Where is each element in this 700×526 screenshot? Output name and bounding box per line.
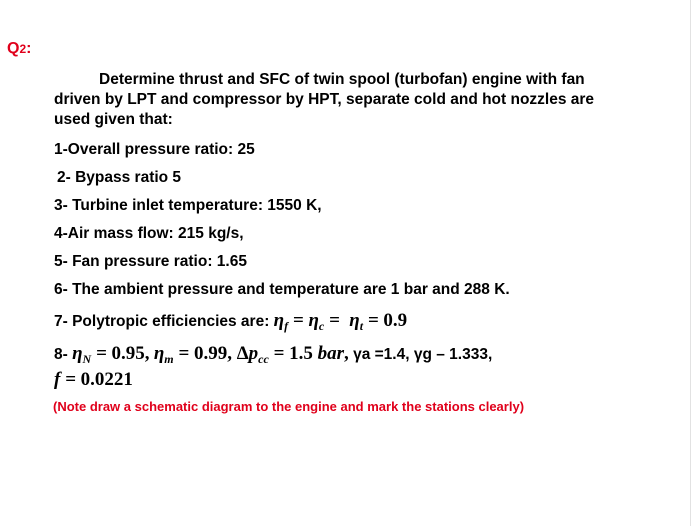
- question-label: Q2:: [7, 40, 32, 57]
- page-edge-line: [690, 0, 691, 526]
- intro-line-3: used given that:: [54, 111, 173, 128]
- intro-line-1: Determine thrust and SFC of twin spool (turbofan) engine with fan: [99, 71, 585, 88]
- intro-line-2: driven by LPT and compressor by HPT, separate cold and hot nozzles are: [54, 91, 595, 108]
- item-7-value: 0.9: [383, 310, 408, 331]
- item-7-text: 7- Polytropic efficiencies are:: [54, 313, 274, 330]
- item-8-fuel-ratio: f = 0.0221: [54, 369, 133, 390]
- item-8: 8- $\eta_N = 0.95$, $\eta_m = 0.99$, $\Delta p_{cc} = 1.5$ bar, γa =1.4, γg – 1.333,: [54, 343, 493, 366]
- item-8-prefix: 8-: [54, 346, 73, 363]
- item-2: 2- Bypass ratio 5: [57, 169, 182, 186]
- item-8-math: $\eta_N$ =: [72, 343, 112, 366]
- note-text: (Note draw a schematic diagram to the engine and mark the stations clearly): [53, 399, 525, 414]
- item-8-gamma: γa =1.4, γg – 1.333,: [348, 346, 493, 363]
- item-4: 4-Air mass flow: 215 kg/s,: [54, 225, 244, 242]
- item-5: 5- Fan pressure ratio: 1.65: [54, 253, 247, 270]
- item-3: 3- Turbine inlet temperature: 1550 K,: [54, 197, 322, 214]
- intro-paragraph: [54, 70, 664, 130]
- item-7-efficiencies: $\eta_f = \eta_c = \eta_t$ =: [273, 310, 384, 333]
- item-6: 6- The ambient pressure and temperature are 1 bar and 288 K.: [54, 281, 510, 298]
- item-7: [54, 310, 407, 334]
- item-1: 1-Overall pressure ratio: 25: [54, 141, 255, 158]
